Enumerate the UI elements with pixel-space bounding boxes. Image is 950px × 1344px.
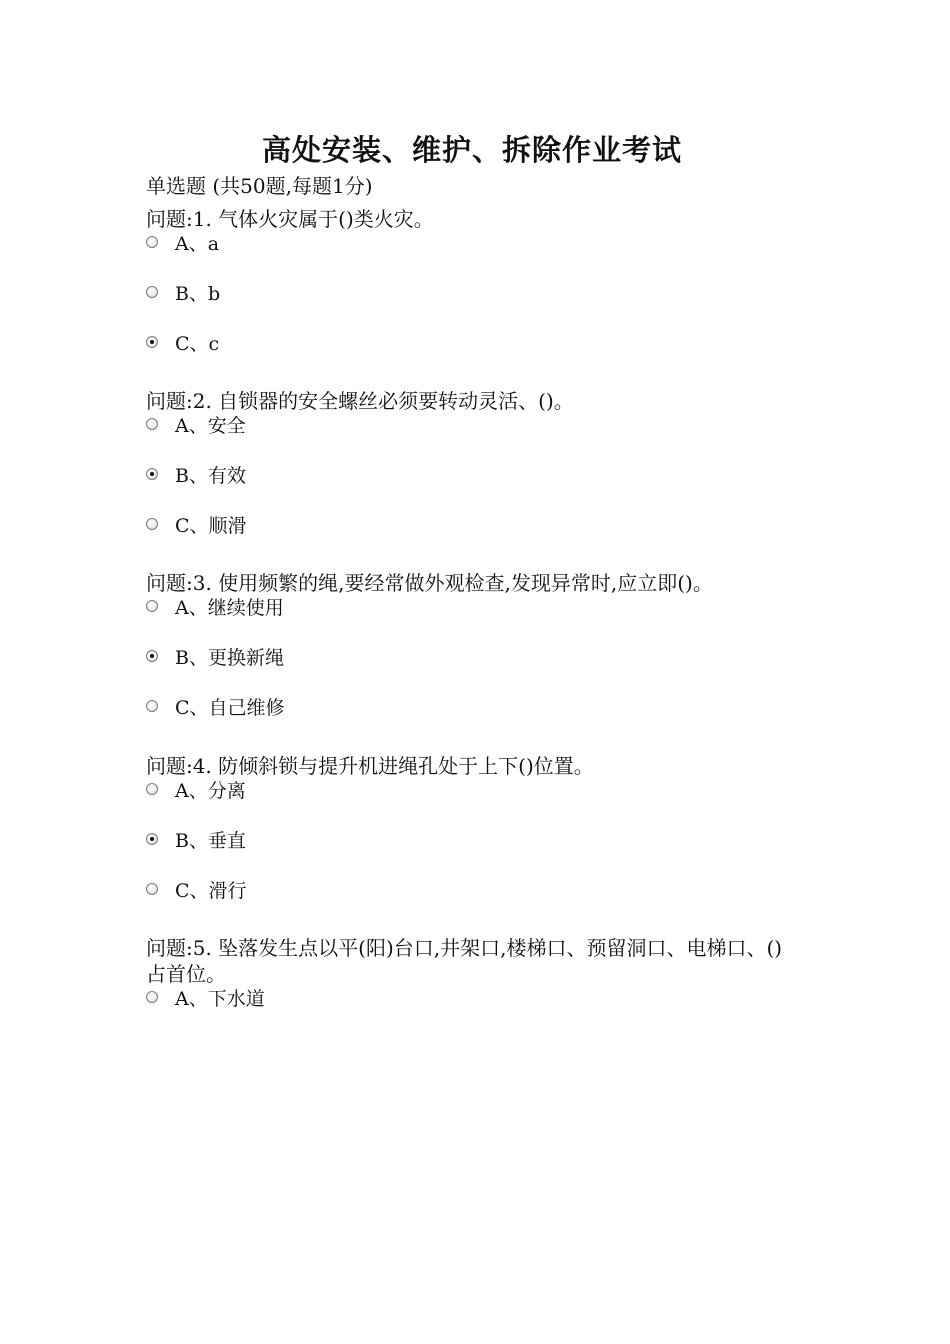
option-c[interactable]	[146, 879, 806, 929]
option-label: B、b	[175, 283, 221, 305]
option-label: A、下水道	[175, 988, 265, 1010]
radio-button-selected[interactable]	[146, 650, 158, 662]
option-b[interactable]	[146, 829, 806, 879]
radio-button-selected[interactable]	[146, 336, 158, 348]
option-c[interactable]	[146, 332, 806, 382]
option-label: B、有效	[175, 465, 246, 487]
option-c[interactable]	[146, 514, 806, 564]
radio-button-selected[interactable]	[146, 468, 158, 480]
question-2	[146, 388, 806, 564]
question-5	[146, 935, 798, 1037]
option-b[interactable]	[146, 464, 806, 514]
radio-button-selected[interactable]	[146, 833, 158, 845]
radio-button[interactable]	[146, 418, 158, 430]
option-label: A、分离	[175, 780, 246, 802]
question-4	[146, 753, 806, 929]
exam-title: 高处安装、维护、拆除作业考试	[261, 133, 682, 167]
radio-button[interactable]	[146, 286, 158, 298]
radio-button[interactable]	[146, 783, 158, 795]
question-text: 问题:3. 使用频繁的绳,要经常做外观检查,发现异常时,应立即()。	[146, 571, 713, 595]
option-label: C、滑行	[175, 880, 247, 902]
option-a[interactable]	[146, 987, 798, 1037]
option-b[interactable]	[146, 646, 806, 696]
option-label: A、继续使用	[175, 597, 284, 619]
question-text: 问题:1. 气体火灾属于()类火灾。	[146, 207, 434, 231]
radio-button[interactable]	[146, 700, 158, 712]
option-a[interactable]	[146, 414, 806, 464]
option-b[interactable]	[146, 282, 806, 332]
option-a[interactable]	[146, 779, 806, 829]
option-label: A、a	[175, 233, 220, 255]
option-label: C、顺滑	[175, 515, 247, 537]
radio-button[interactable]	[146, 991, 158, 1003]
question-text: 问题:4. 防倾斜锁与提升机进绳孔处于上下()位置。	[146, 754, 594, 778]
option-label: C、自己维修	[175, 697, 285, 719]
radio-button[interactable]	[146, 600, 158, 612]
radio-button[interactable]	[146, 883, 158, 895]
option-label: C、c	[175, 333, 220, 355]
option-c[interactable]	[146, 696, 806, 746]
radio-button[interactable]	[146, 236, 158, 248]
option-a[interactable]	[146, 596, 806, 646]
option-label: B、垂直	[175, 830, 246, 852]
question-1	[146, 206, 806, 382]
radio-button[interactable]	[146, 518, 158, 530]
section-header: 单选题 (共50题,每题1分)	[146, 174, 373, 198]
question-text: 问题:5. 坠落发生点以平(阳)台口,井架口,楼梯口、预留洞口、电梯口、()占首位。	[146, 936, 783, 986]
question-3	[146, 570, 806, 746]
option-label: B、更换新绳	[175, 647, 284, 669]
option-a[interactable]	[146, 232, 806, 282]
option-label: A、安全	[175, 415, 246, 437]
question-text: 问题:2. 自锁器的安全螺丝必须要转动灵活、()。	[146, 389, 574, 413]
